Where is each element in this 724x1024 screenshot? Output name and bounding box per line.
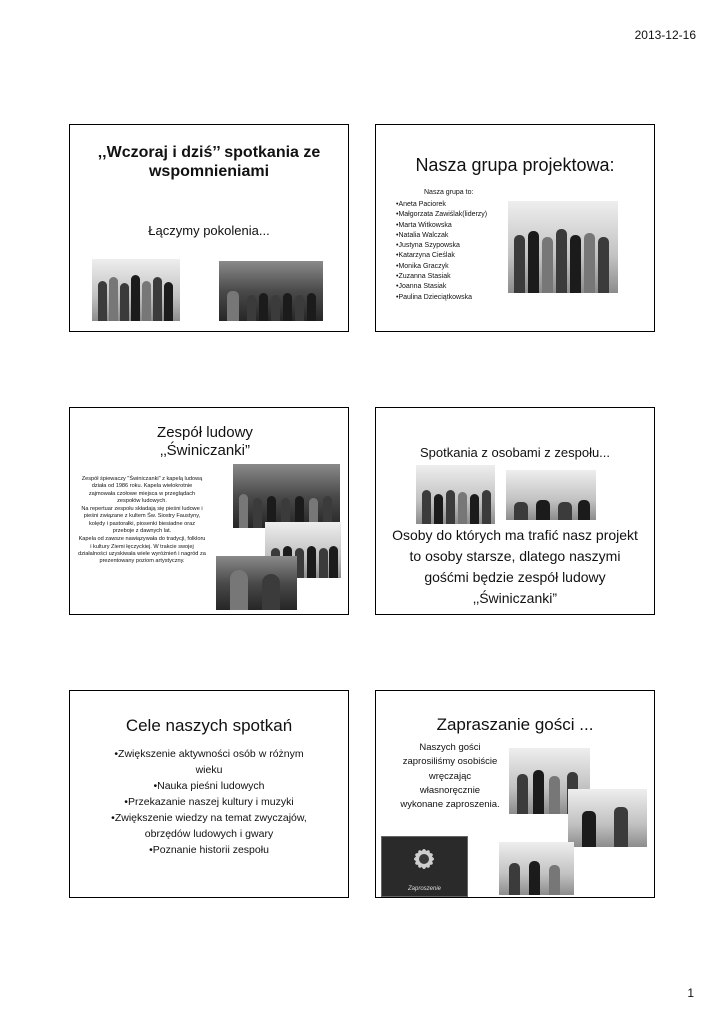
list-item: •Aneta Paciorek	[396, 201, 446, 208]
paragraph: Na repertuar zespołu składają się pieśni ludowe i pieśni związane z kultem Św. Siostry Faustyny, kolędy i pastorałki, piosenki biesiadne oraz przeboje z dawnych lat.	[81, 506, 203, 535]
list-item: •Przekazanie naszej kultury i muzyki	[124, 796, 294, 808]
list-item: •Zuzanna Stasiak	[396, 273, 451, 281]
group-member-list	[396, 200, 487, 303]
slide-6	[375, 690, 655, 898]
slide-6-title: Zapraszanie gości ...	[436, 715, 594, 734]
slide-1	[69, 124, 349, 332]
list-item: •Nauka pieśni ludowych	[153, 780, 265, 792]
list-item: •Natalia Walczak	[396, 231, 449, 239]
stage-photo	[219, 261, 323, 321]
title-line: ‚‚Świniczanki”	[159, 442, 251, 459]
invitation-photo-3	[499, 842, 574, 895]
slide-2-title: Nasza grupa projektowa:	[415, 155, 615, 175]
list-item: •Marta Witkowska	[396, 221, 452, 229]
text-line: ‚‚Świniczanki”	[472, 590, 558, 606]
page-date: 2013-12-16	[634, 28, 696, 42]
slide-3-title	[130, 424, 280, 460]
project-group-photo	[508, 201, 618, 293]
slide-1-subtitle: Łączymy pokolenia...	[148, 223, 270, 238]
paragraph: Kapela od zawsze nawiązywała do tradycji, folkloru i kultury Ziemi łęczyckiej. W trakcie swojej działalności uzyskiwała wiele wyróżnień i nagród za prezentowany poziom artystyczny.	[78, 536, 206, 565]
title-line: Zespół ludowy	[157, 424, 253, 441]
goals-list	[110, 746, 308, 858]
slide-4-title: Spotkania z osobami z zespołu...	[419, 445, 611, 460]
meeting-photo-2	[506, 470, 596, 520]
text-line: to osoby starsze, dlatego naszymi	[409, 548, 621, 564]
invitation-card	[381, 836, 468, 897]
slide-5	[69, 690, 349, 898]
invitation-photo-2	[568, 789, 647, 847]
invitation-label: Zaproszenie	[407, 886, 442, 892]
ensemble-stage-photo	[233, 464, 340, 528]
list-item: •Zwiększenie wiedzy na temat zwyczajów, obrzędów ludowych i gwary	[111, 812, 307, 840]
slide-3	[69, 407, 349, 615]
target-audience-text	[376, 525, 654, 609]
list-item: •Monika Graczyk	[396, 262, 449, 270]
list-item: •Zwiększenie aktywności osób w różnym wieku	[114, 748, 304, 776]
page-number: 1	[687, 986, 694, 1000]
text-line: Osoby do których ma trafić nasz projekt	[392, 527, 638, 543]
list-item: •Justyna Szypowska	[396, 242, 460, 250]
list-item: •Poznanie historii zespołu	[149, 844, 269, 856]
list-item: •Małgorzata Zawiślak(liderzy)	[396, 211, 488, 219]
list-item: •Joanna Stasiak	[396, 283, 447, 291]
group-list-heading: Nasza grupa to:	[424, 189, 474, 196]
invitation-text: Naszych gości zaprosiliśmy osobiście wręczając własnoręcznie wykonane zaproszenia.	[400, 742, 500, 811]
slide-2	[375, 124, 655, 332]
text-line: gośćmi będzie zespół ludowy	[424, 569, 606, 585]
meeting-photo-1	[416, 465, 495, 524]
list-item: •Paulina Dzieciątkowska	[396, 293, 472, 301]
slide-5-title: Cele naszych spotkań	[125, 716, 293, 735]
paragraph: Zespół śpiewaczy "Świniczanki" z kapelą ludową działa od 1986 roku. Kapela wielokrotnie zajmowała czołowe miejsca w przeglądach zespołów ludowych.	[81, 476, 203, 504]
ensemble-description	[78, 476, 206, 567]
list-item: •Katarzyna Cieślak	[396, 252, 455, 260]
slide-4	[375, 407, 655, 615]
slide-1-title: ‚‚Wczoraj i dziś’’ spotkania ze wspomnieniami	[97, 144, 321, 180]
group-photo	[92, 259, 180, 321]
award-photo	[216, 556, 297, 610]
sunflower-icon	[382, 837, 467, 885]
